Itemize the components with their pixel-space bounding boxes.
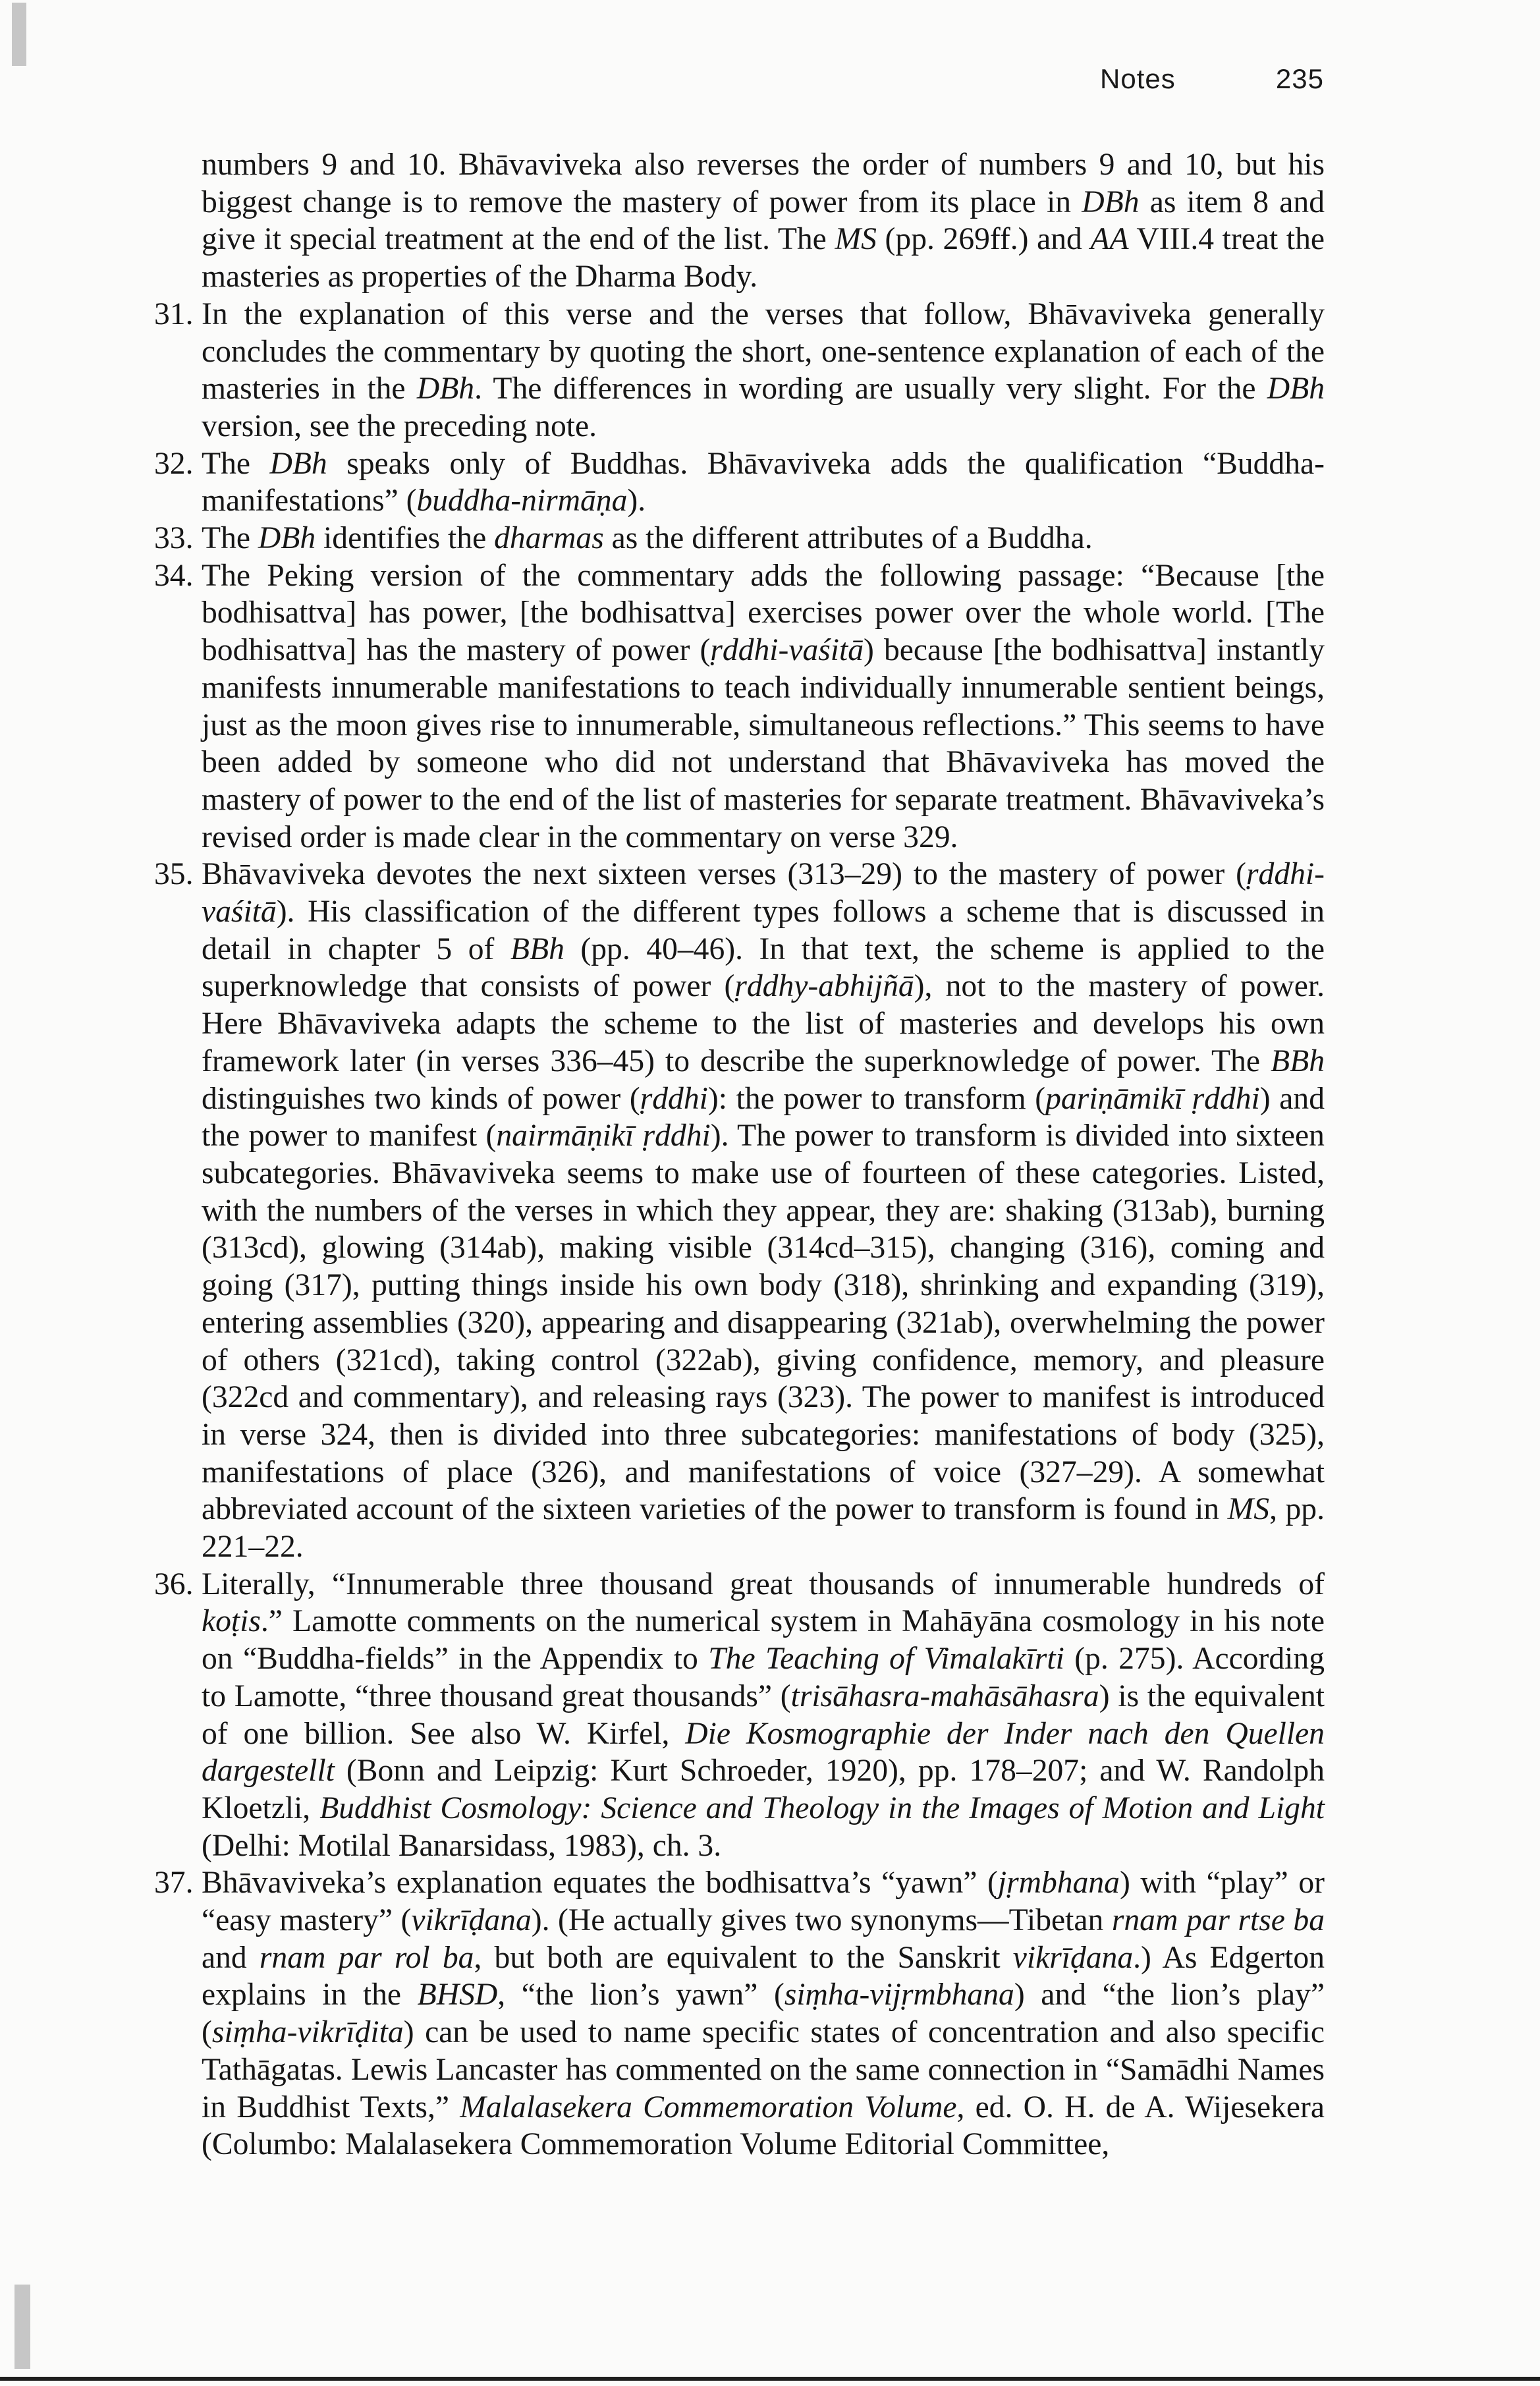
scan-bottom-edge (0, 2377, 1540, 2381)
note-number: 36. (154, 1567, 194, 1601)
scan-corner-mark-bottom (14, 2285, 30, 2369)
note-number: 34. (154, 558, 194, 593)
note-text: Literally, “Innumerable three thousand great thousands of innumerable hundreds of koṭis.” Lamotte comments on the numerical system in Mahāyāna cosmology in his note on “Buddha-fields” in the Appendix to The Teaching of Vimalakīrti (p. 275). According to Lamotte, “three thousand great thousands” (trisāhasra-mahāsāhasra) is the equivalent of one billion. See also W. Kirfel, Die Kosmographie der Inder nach den Quellen dargestellt (Bonn and Leipzig: Kurt Schroeder, 1920), pp. 178–207; and W. Randolph Kloetzli, Buddhist Cosmology: Science and Theology in the Images of Motion and Light (Delhi: Motilal Banarsidass, 1983), ch. 3. (202, 1567, 1325, 1863)
note-number: 35. (154, 857, 194, 892)
page-number: 235 (1275, 63, 1324, 94)
note-text: The DBh speaks only of Buddhas. Bhāvaviveka adds the qualification “Buddha-manifestations” (buddha-nirmāṇa). (202, 446, 1325, 518)
note-text: The DBh identifies the dharmas as the different attributes of a Buddha. (202, 521, 1093, 556)
note-text: Bhāvaviveka devotes the next sixteen verses (313–29) to the mastery of power (ṛddhi-vaśitā). His classification of the different types follows a scheme that is discussed in detail in chapter 5 of BBh (pp. 40–46). In that text, the scheme is applied to the superknowledge that consists of power (ṛddhy-abhijñā), not to the mastery of power. Here Bhāvaviveka adapts the scheme to the list of masteries and develops his own framework later (in verses 336–45) to describe the superknowledge of power. The BBh distinguishes two kinds of power (ṛddhi): the power to transform (pariṇāmikī ṛddhi) and the power to manifest (nairmāṇikī ṛddhi). The power to transform is divided into sixteen subcategories. Bhāvaviveka seems to make use of fourteen of these categories. Listed, with the numbers of the verses in which they appear, they are: shaking (313ab), burning (313cd), glowing (314ab), making visible (314cd–315), changing (316), coming and going (317), putting things inside his own body (318), shrinking and expanding (319), entering assemblies (320), appearing and disappearing (321ab), overwhelming the power of others (321cd), taking control (322ab), giving confidence, memory, and pleasure (322cd and commentary), and releasing rays (323). The power to manifest is introduced in verse 324, then is divided into three subcategories: manifestations of body (325), manifestations of place (326), and manifestations of voice (327–29). A somewhat abbreviated account of the sixteen varieties of the power to transform is found in MS, pp. 221–22. (202, 857, 1325, 1565)
note-text: Bhāvaviveka’s explanation equates the bodhisattva’s “yawn” (jṛmbhana) with “play” or “easy mastery” (vikrīḍana). (He actually gives two synonyms—Tibetan rnam par rtse ba and rnam par rol ba, but both are equivalent to the Sanskrit vikrīḍana.) As Edgerton explains in the BHSD, “the lion’s yawn” (siṃha-vijṛmbhana) and “the lion’s play” (siṃha-vikrīḍita) can be used to name specific states of concentration and also specific Tathāgatas. Lewis Lancaster has commented on the same connection in “Samādhi Names in Buddhist Texts,” Malalasekera Commemoration Volume, ed. O. H. de A. Wijesekera (Columbo: Malalasekera Commemoration Volume Editorial Committee, (202, 1866, 1325, 2162)
note-item (154, 520, 1325, 557)
scan-corner-mark-top (12, 3, 26, 66)
note-item (154, 557, 1325, 856)
note-number: 32. (154, 446, 194, 481)
note-item (154, 1566, 1325, 1865)
notes-list (154, 146, 1325, 2163)
note-item (154, 146, 1325, 296)
note-number: 33. (154, 521, 194, 556)
note-text: numbers 9 and 10. Bhāvaviveka also reverses the order of numbers 9 and 10, but his biggest change is to remove the mastery of power from its place in DBh as item 8 and give it special treatment at the end of the list. The MS (pp. 269ff.) and AA VIII.4 treat the masteries as properties of the Dharma Body. (202, 148, 1325, 294)
running-header (1100, 63, 1324, 103)
note-number: 31. (154, 296, 194, 331)
note-number: 37. (154, 1866, 194, 1900)
note-text: In the explanation of this verse and the verses that follow, Bhāvaviveka generally concludes the commentary by quoting the short, one-sentence explanation of each of the masteries in the DBh. The differences in wording are usually very slight. For the DBh version, see the preceding note. (202, 296, 1325, 443)
running-header-section: Notes (1100, 63, 1176, 94)
note-item (154, 1864, 1325, 2163)
note-item (154, 856, 1325, 1565)
note-text: The Peking version of the commentary adds the following passage: “Because [the bodhisattva] has power, [the bodhisattva] exercises power over the whole world. [The bodhisattva] has the mastery of power (ṛddhi-vaśitā) because [the bodhisattva] instantly manifests innumerable manifestations to teach individually innumerable sentient beings, just as the moon gives rise to innumerable, simultaneous reflections.” This seems to have been added by someone who did not understand that Bhāvaviveka has moved the mastery of power to the end of the list of masteries for separate treatment. Bhāvaviveka’s revised order is made clear in the commentary on verse 329. (202, 558, 1325, 854)
note-item (154, 445, 1325, 520)
note-item (154, 296, 1325, 445)
